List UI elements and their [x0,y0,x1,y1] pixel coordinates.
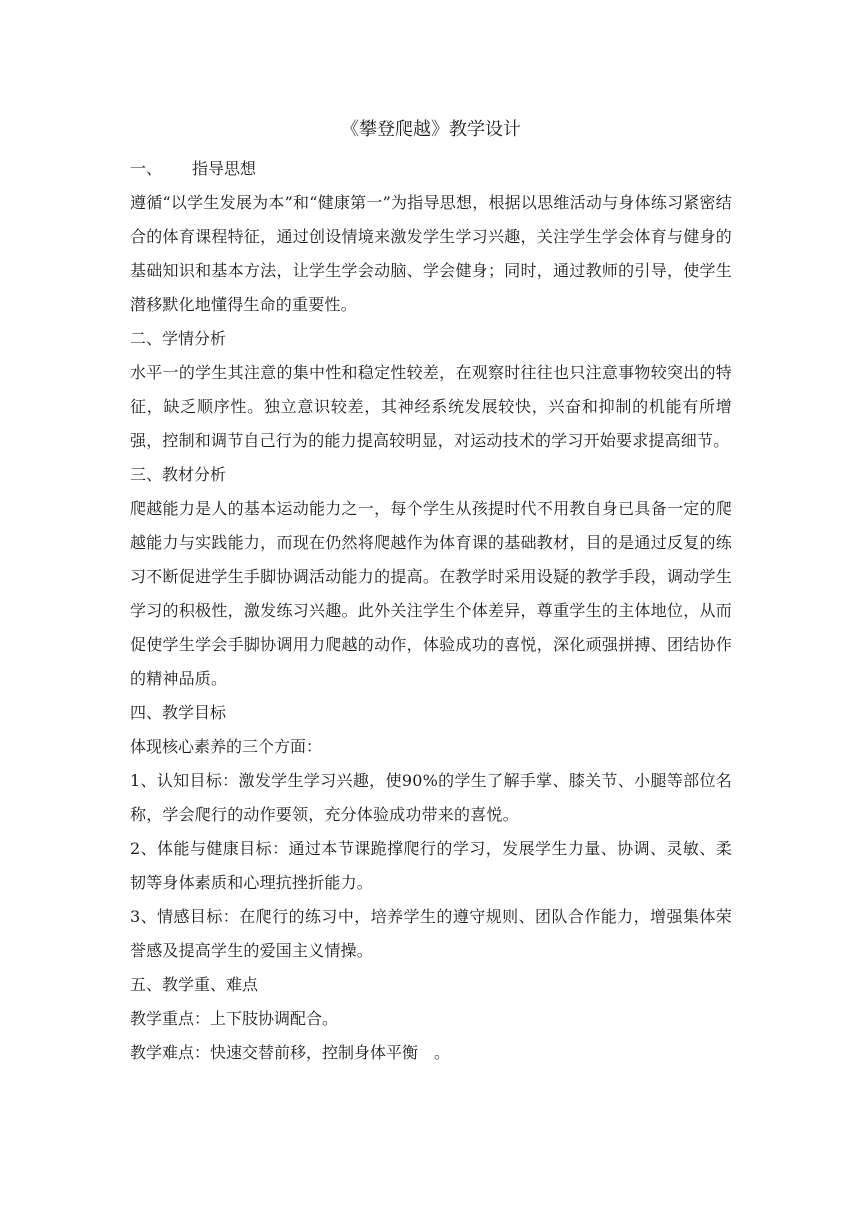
teaching-goal-item: 1、认知目标：激发学生学习兴趣，使90%的学生了解手掌、膝关节、小腿等部位名称，学会爬行的动作要领，充分体验成功带来的喜悦。 [130,771,732,824]
teaching-goals-intro: 体现核心素养的三个方面： [130,737,323,756]
section-heading-key-difficult-points: 五、教学重、难点 [130,975,259,994]
section-body-student-analysis: 水平一的学生其注意的集中性和稳定性较差，在观察时往往也只注意事物较突出的特征，缺乏顺序性。独立意识较差，其神经系统发展较快，兴奋和抑制的机能有所增强，控制和调节自己行为的能力提高较明显，对运动技术的学习开始要求提高细节。 [130,363,732,450]
document-title: 《攀登爬越》教学设计 [341,119,521,140]
key-point: 教学重点：上下肢协调配合。 [130,1009,339,1028]
section-heading-teaching-goals: 四、教学目标 [130,703,227,722]
section-heading-text: 指导思想 [192,159,257,178]
difficult-point: 教学难点：快速交替前移，控制身体平衡 。 [130,1043,451,1062]
teaching-goal-item: 2、体能与健康目标：通过本节课跪撑爬行的学习，发展学生力量、协调、灵敏、柔韧等身体素质和心理抗挫折能力。 [130,839,732,892]
section-heading-student-analysis: 二、学情分析 [130,329,227,348]
section-number: 一、 [130,159,163,178]
section-body-material-analysis: 爬越能力是人的基本运动能力之一，每个学生从孩提时代不用教自身已具备一定的爬越能力与实践能力，而现在仍然将爬越作为体育课的基础教材，目的是通过反复的练习不断促进学生手脚协调活动能力的提高。在教学时采用设疑的教学手段，调动学生学习的积极性，激发练习兴趣。此外关注学生个体差异，尊重学生的主体地位，从而促使学生学会手脚协调用力爬越的动作，体验成功的喜悦，深化顽强拼搏、团结协作的精神品质。 [130,499,732,688]
document-content [130,114,732,1070]
section-heading-guiding-ideology [130,152,732,186]
section-body-guiding-ideology: 遵循“以学生发展为本”和“健康第一”为指导思想，根据以思维活动与身体练习紧密结合的体育课程特征，通过创设情境来激发学生学习兴趣，关注学生学会体育与健身的基础知识和基本方法，让学生学会动脑、学会健身；同时，通过教师的引导，使学生潜移默化地懂得生命的重要性。 [130,193,732,314]
teaching-goal-item: 3、情感目标：在爬行的练习中，培养学生的遵守规则、团队合作能力，增强集体荣誉感及提高学生的爱国主义情操。 [130,907,732,960]
section-heading-material-analysis: 三、教材分析 [130,465,227,484]
